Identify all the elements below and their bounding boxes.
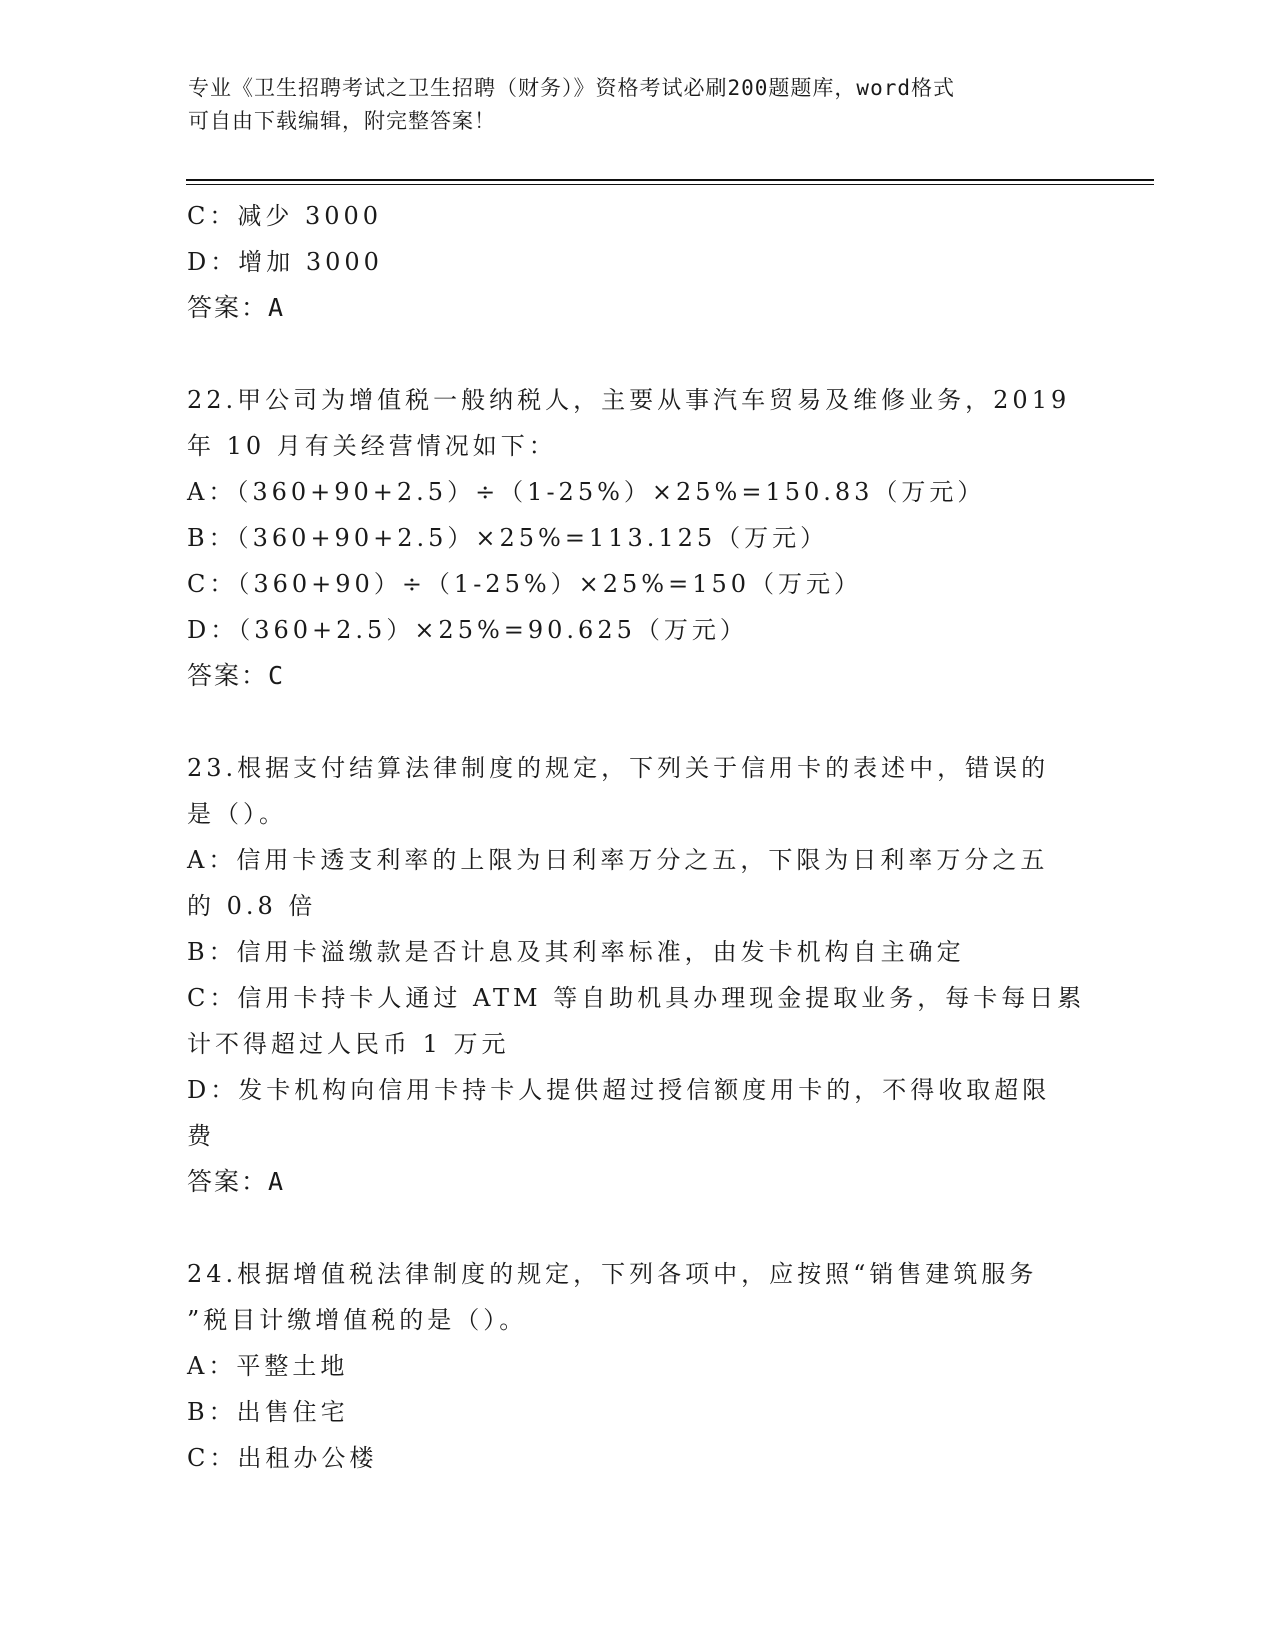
question-list <box>187 193 1087 1481</box>
question-21 <box>187 193 1087 331</box>
question-21-option-c: C：减少 3000 <box>187 202 383 230</box>
question-24-stem-line-1: 24.根据增值税法律制度的规定，下列各项中，应按照“销售建筑服务 <box>187 1260 1038 1288</box>
question-23 <box>187 745 1087 1205</box>
question-23-option-a-line-2: 的 0.8 倍 <box>187 892 317 920</box>
question-22-option-a: A：（360+90+2.5）÷（1-25%）×25%=150.83（万元） <box>187 478 986 506</box>
question-23-answer: 答案：A <box>187 1167 286 1196</box>
spacer <box>187 1205 1087 1251</box>
question-22-stem-line-2: 年 10 月有关经营情况如下： <box>187 432 557 460</box>
question-23-stem-line-2: 是（）。 <box>187 800 287 828</box>
header-divider-thin <box>186 184 1154 185</box>
header-title-line-1: 专业《卫生招聘考试之卫生招聘（财务）》资格考试必刷200题题库，word格式 <box>188 76 955 100</box>
spacer <box>187 331 1087 377</box>
header-divider-thick <box>186 179 1154 181</box>
question-24 <box>187 1251 1087 1481</box>
header-title-line-2: 可自由下载编辑，附完整答案！ <box>188 109 496 133</box>
question-21-answer: 答案：A <box>187 293 286 322</box>
question-22-stem-line-1: 22.甲公司为增值税一般纳税人，主要从事汽车贸易及维修业务，2019 <box>187 386 1071 414</box>
question-22-option-c: C：（360+90）÷（1-25%）×25%=150（万元） <box>187 570 863 598</box>
question-23-option-d-line-2: 费 <box>187 1122 215 1150</box>
question-22 <box>187 377 1087 699</box>
document-header <box>188 72 1088 138</box>
question-23-option-b: B：信用卡溢缴款是否计息及其利率标准，由发卡机构自主确定 <box>187 938 965 966</box>
spacer <box>187 699 1087 745</box>
question-24-option-c: C：出租办公楼 <box>187 1444 378 1472</box>
question-23-option-c-line-1: C：信用卡持卡人通过 ATM 等自助机具办理现金提取业务，每卡每日累 <box>187 984 1086 1012</box>
question-23-option-d-line-1: D：发卡机构向信用卡持卡人提供超过授信额度用卡的，不得收取超限 <box>187 1076 1051 1104</box>
question-24-option-a: A：平整土地 <box>187 1352 349 1380</box>
question-24-option-b: B：出售住宅 <box>187 1398 349 1426</box>
question-21-option-d: D：增加 3000 <box>187 248 383 276</box>
question-24-stem-line-2: ”税目计缴增值税的是（）。 <box>187 1306 528 1334</box>
question-22-answer: 答案：C <box>187 661 286 690</box>
question-23-stem-line-1: 23.根据支付结算法律制度的规定，下列关于信用卡的表述中，错误的 <box>187 754 1050 782</box>
question-22-option-b: B：（360+90+2.5）×25%=113.125（万元） <box>187 524 829 552</box>
question-22-option-d: D：（360+2.5）×25%=90.625（万元） <box>187 616 748 644</box>
question-23-option-c-line-2: 计不得超过人民币 1 万元 <box>187 1030 510 1058</box>
question-23-option-a-line-1: A：信用卡透支利率的上限为日利率万分之五，下限为日利率万分之五 <box>187 846 1049 874</box>
